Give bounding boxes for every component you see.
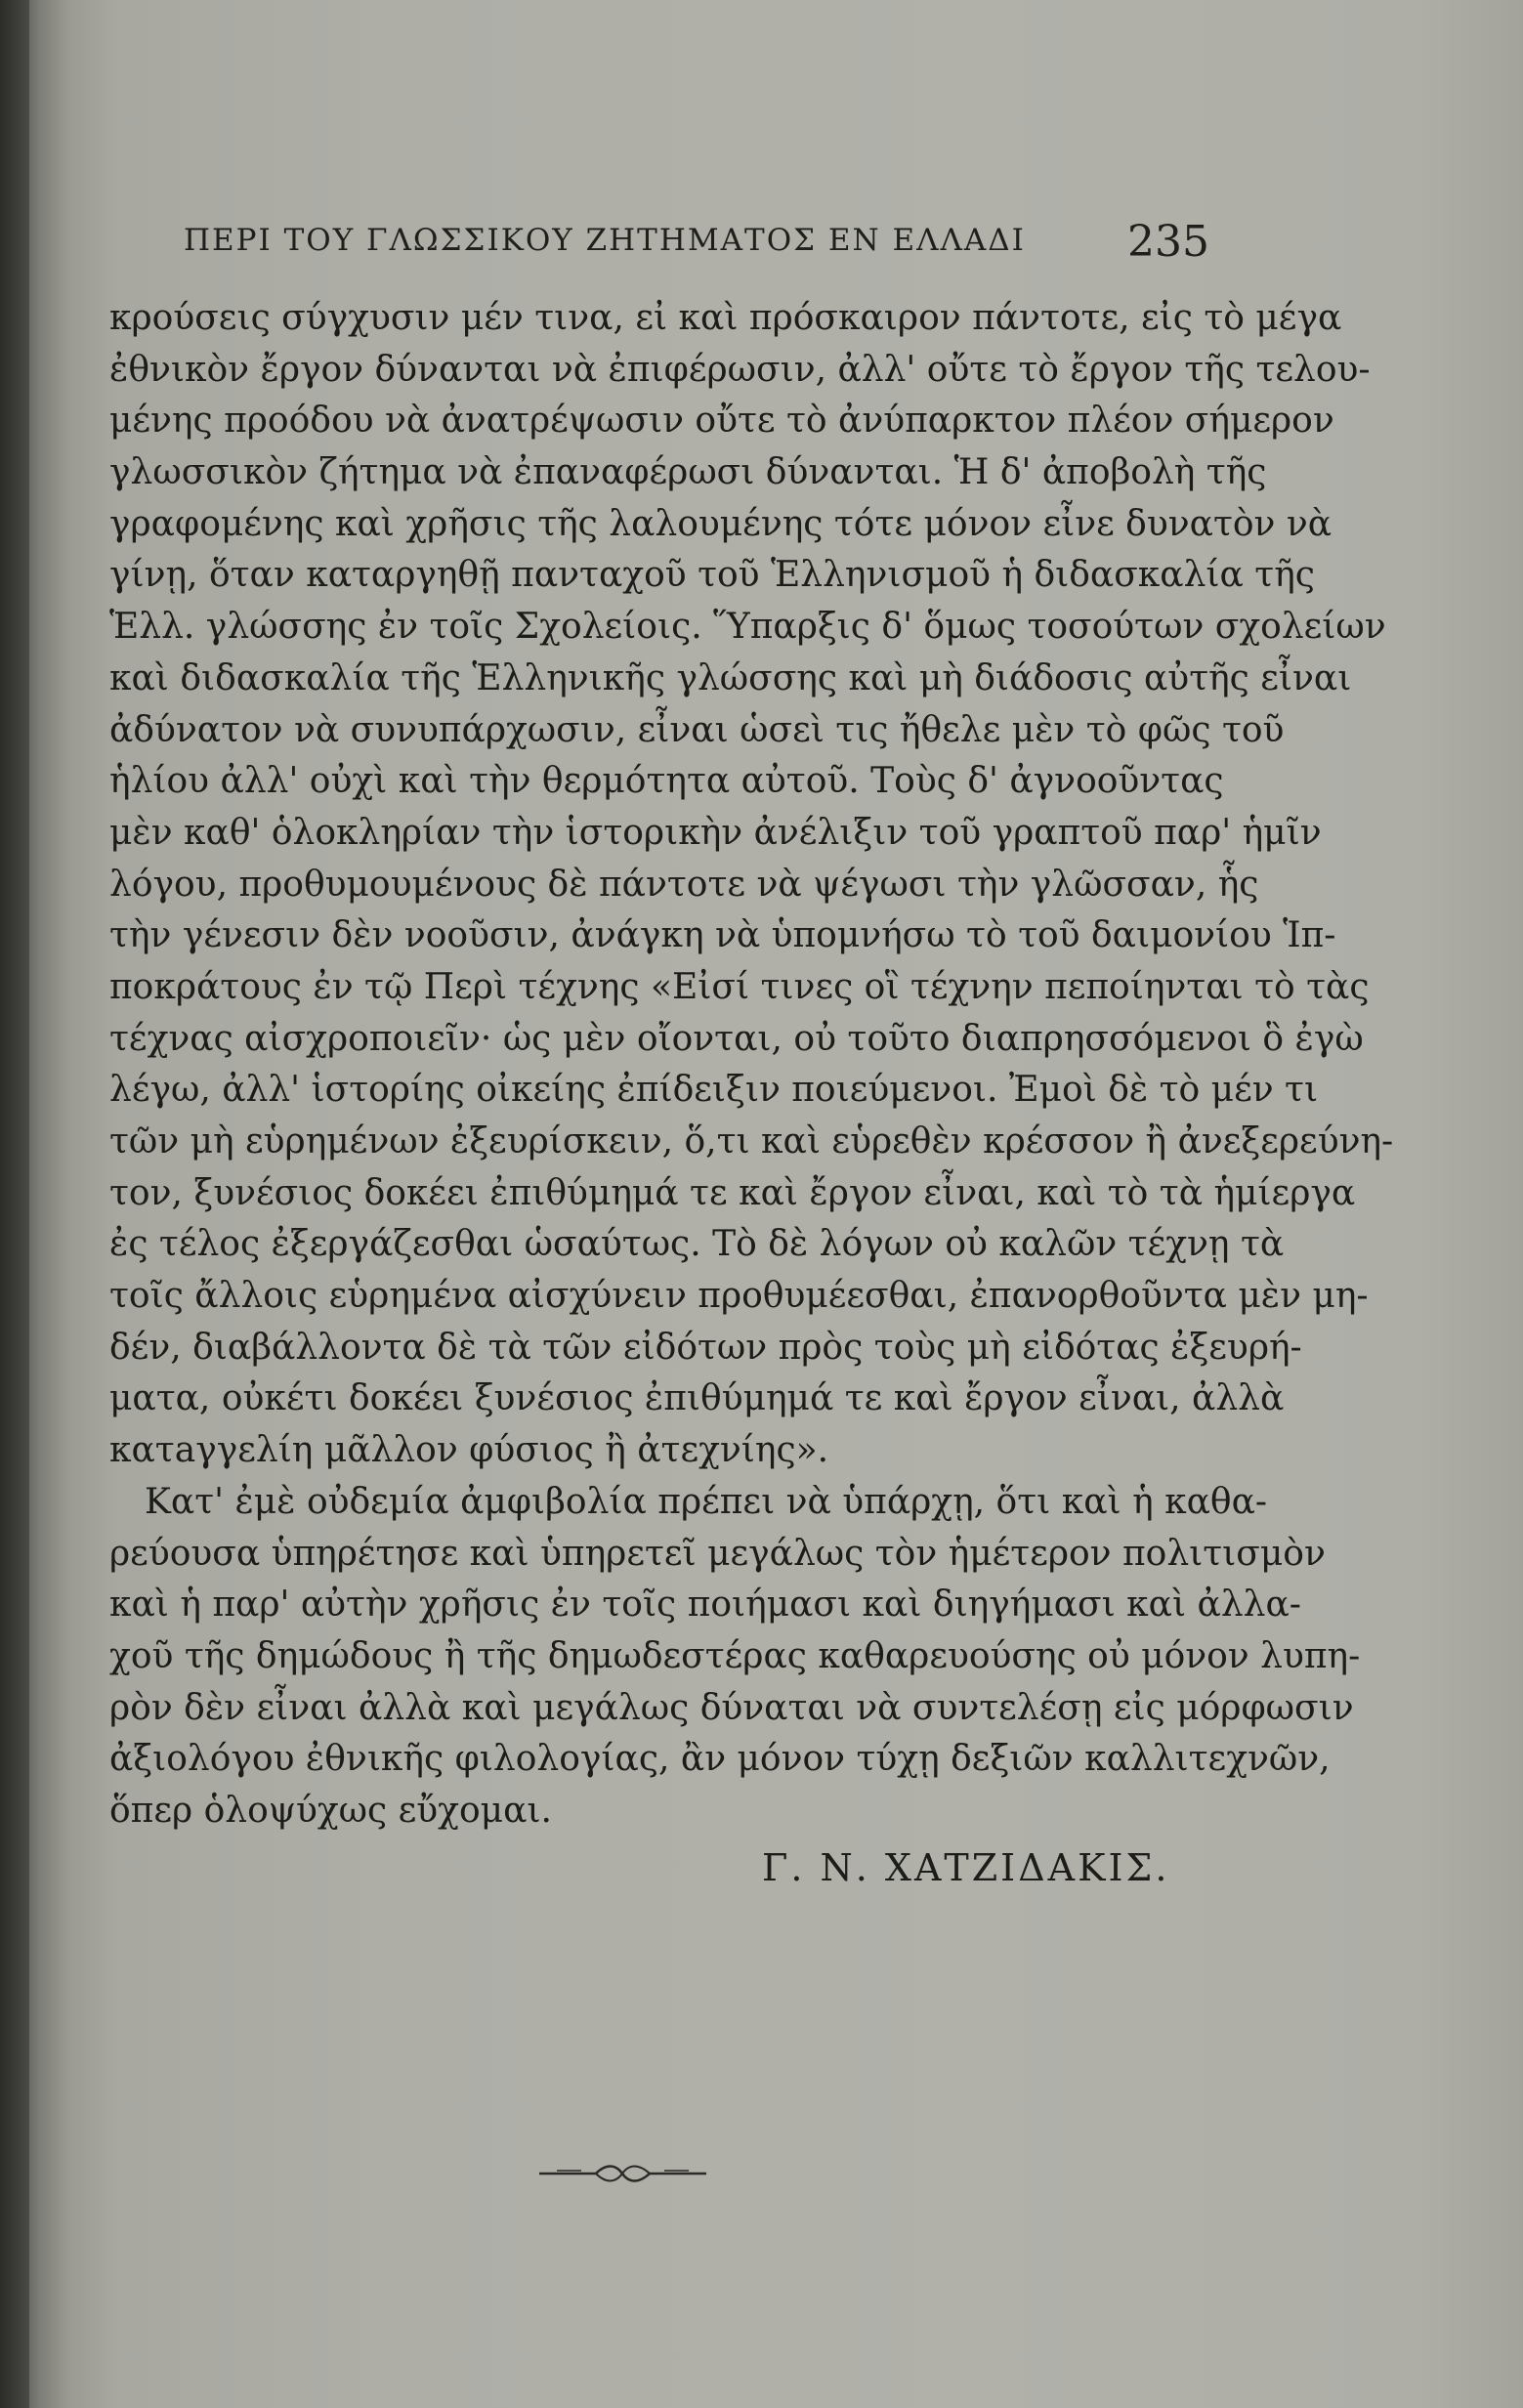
paragraph-start-line: Κατ' ἐμὲ οὐδεμία ἀμφιβολία πρέπει νὰ ὑπάρχῃ, ὅτι καὶ ἡ καθα- [145, 1481, 1268, 1522]
text-line: λόγου, προθυμουμένους δὲ πάντοτε νὰ ψέγωσι τὴν γλῶσσαν, ἧς [109, 864, 1259, 905]
text-line: τέχνας αἰσχροποιεῖν· ὡς μὲν οἴονται, οὐ τοῦτο διαπρησσόμενοι ὃ ἐγὼ [109, 1018, 1364, 1059]
text-line: τοῖς ἄλλοις εὑρημένα αἰσχύνειν προθυμέεσθαι, ἐπανορθοῦντα μὲν μη- [109, 1276, 1369, 1317]
text-line: γραφομένης καὶ χρῆσις τῆς λαλουμένης τότε μόνον εἶνε δυνατὸν νὰ [109, 503, 1333, 544]
text-line: ποκράτους ἐν τῷ Περὶ τέχνης «Εἰσί τινες οἳ τέχνην πεποίηνται τὸ τὰς [109, 966, 1370, 1007]
body-text [109, 293, 1394, 1838]
text-line: χοῦ τῆς δημώδους ἢ τῆς δημωδεστέρας καθαρευούσης οὐ μόνον λυπη- [109, 1635, 1361, 1676]
text-line: ἐθνικὸν ἔργον δύνανται νὰ ἐπιφέρωσιν, ἀλλ' οὔτε τὸ ἔργον τῆς τελου- [109, 349, 1371, 390]
text-line: μένης προόδου νὰ ἀνατρέψωσιν οὔτε τὸ ἀνύπαρκτον πλέον σήμερον [109, 401, 1334, 442]
page-number: 235 [1127, 217, 1209, 267]
text-line: ματα, οὐκέτι δοκέει ξυνέσιος ἐπιθύμημά τε καὶ ἔργον εἶναι, ἀλλὰ [109, 1378, 1285, 1419]
text-line: ὅπερ ὁλοψύχως εὔχομαι. [109, 1790, 552, 1831]
text-line: ρεύουσα ὑπηρέτησε καὶ ὑπηρετεῖ μεγάλως τὸν ἡμέτερον πολιτισμὸν [109, 1533, 1326, 1574]
running-title: ΠΕΡΙ ΤΟΥ ΓΛΩΣΣΙΚΟΥ ΖΗΤΗΜΑΤΟΣ ΕΝ ΕΛΛΑΔΙ [184, 223, 1026, 258]
text-line: μὲν καθ' ὁλοκληρίαν τὴν ἱστορικὴν ἀνέλιξιν τοῦ γραπτοῦ παρ' ἡμῖν [109, 812, 1322, 853]
text-line: γίνῃ, ὅταν καταργηθῇ πανταχοῦ τοῦ Ἑλληνισμοῦ ἡ διδασκαλία τῆς [109, 555, 1315, 596]
text-line: γλωσσικὸν ζήτημα νὰ ἐπαναφέρωσι δύνανται. Ἡ δ' ἀποβολὴ τῆς [109, 452, 1267, 493]
text-line: ἀδύνατον νὰ συνυπάρχωσιν, εἶναι ὡσεὶ τις ἤθελε μὲν τὸ φῶς τοῦ [109, 709, 1285, 750]
text-line: λέγω, ἀλλ' ἱστορίης οἰκείης ἐπίδειξιν ποιεύμενοι. Ἐμοὶ δὲ τὸ μέν τι [109, 1070, 1319, 1111]
text-line: τὴν γένεσιν δὲν νοοῦσιν, ἀνάγκη νὰ ὑπομνήσω τὸ τοῦ δαιμονίου Ἱπ- [109, 915, 1336, 956]
text-line: τῶν μὴ εὑρημένων ἐξευρίσκειν, ὅ,τι καὶ εὑρεθὲν κρέσσον ἢ ἀνεξερεύνη- [109, 1121, 1394, 1162]
text-line: ἐς τέλος ἐξεργάζεσθαι ὡσαύτως. Τὸ δὲ λόγων οὐ καλῶν τέχνῃ τὰ [109, 1224, 1285, 1265]
text-line: Ἑλλ. γλώσσης ἐν τοῖς Σχολείοις. Ὕπαρξις δ' ὅμως τοσούτων σχολείων [109, 607, 1386, 648]
text-line: ἡλίου ἀλλ' οὐχὶ καὶ τὴν θερμότητα αὐτοῦ. Τοὺς δ' ἀγνοοῦντας [109, 761, 1224, 802]
book-spine-shadow [0, 0, 29, 2408]
text-line: τον, ξυνέσιος δοκέει ἐπιθύμημά τε καὶ ἔργον εἶναι, καὶ τὸ τὰ ἡμίεργα [109, 1172, 1356, 1213]
text-line: καὶ ἡ παρ' αὐτὴν χρῆσις ἐν τοῖς ποιήμασι καὶ διηγήμασι καὶ ἀλλα- [109, 1584, 1301, 1626]
author-signature: Γ. Ν. ΧΑΤΖΙΔΑΚΙΣ. [762, 1846, 1170, 1889]
running-head [184, 217, 1219, 275]
text-line: ρὸν δὲν εἶναι ἀλλὰ καὶ μεγάλως δύναται νὰ συντελέσῃ εἰς μόρφωσιν [109, 1687, 1354, 1728]
section-end-ornament [537, 2161, 708, 2186]
text-line: δέν, διαβάλλοντα δὲ τὰ τῶν εἰδότων πρὸς τοὺς μὴ εἰδότας ἐξευρή- [109, 1327, 1302, 1368]
text-line: καὶ διδασκαλία τῆς Ἑλληνικῆς γλώσσης καὶ μὴ διάδοσις αὐτῆς εἶναι [109, 657, 1352, 698]
text-line: ἀξιολόγου ἐθνικῆς φιλολογίας, ἂν μόνον τύχῃ δεξιῶν καλλιτεχνῶν, [109, 1739, 1331, 1780]
text-line: κρούσεις σύγχυσιν μέν τινα, εἰ καὶ πρόσκαιρον πάντοτε, εἰς τὸ μέγα [109, 298, 1342, 338]
text-line: κατaγγελίη μᾶλλον φύσιος ἢ ἀτεχνίης». [109, 1430, 829, 1471]
